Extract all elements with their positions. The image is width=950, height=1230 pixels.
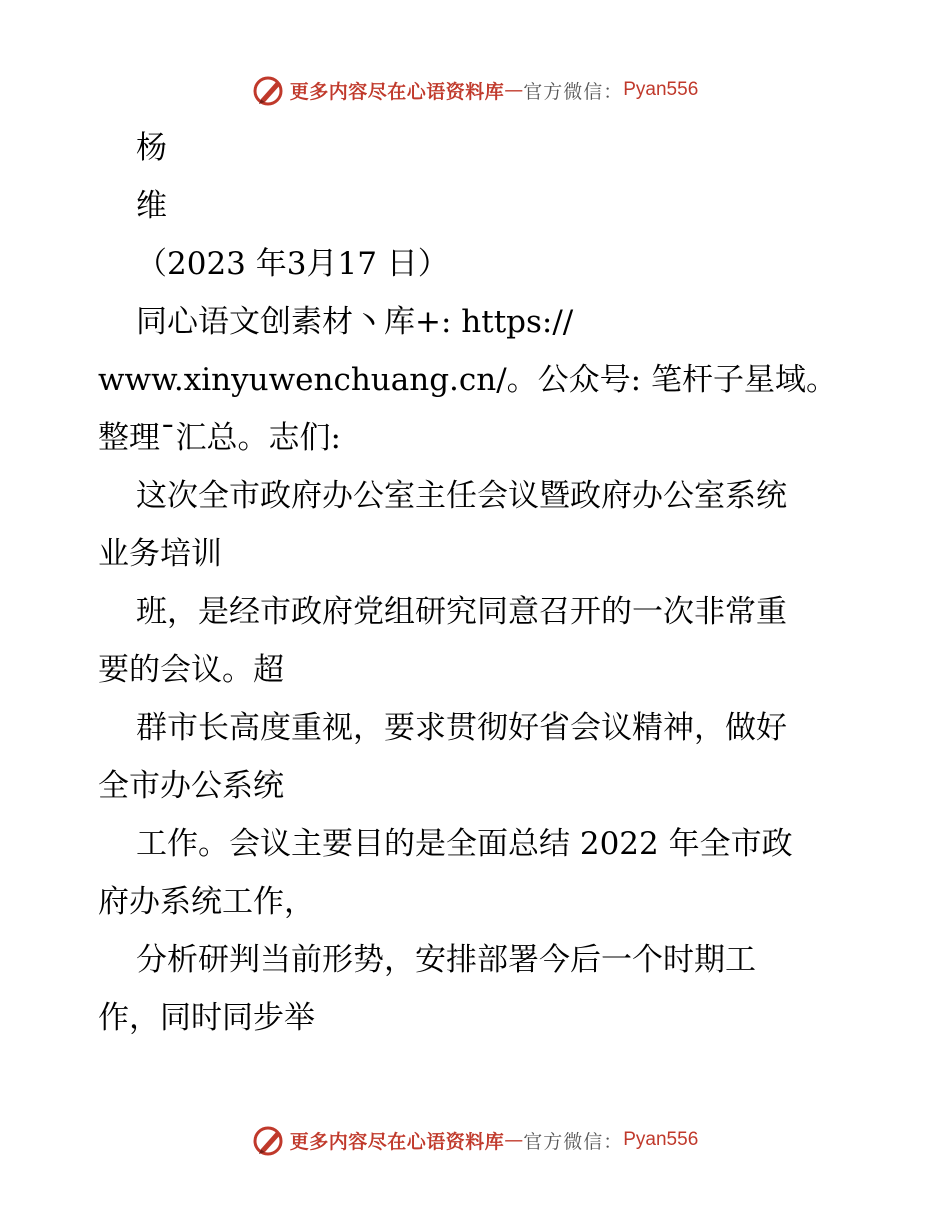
banner-main-text: 更多内容尽在心语资料库	[289, 80, 505, 103]
text-line: www.xinyuwenchuang.cn/。公众号: 笔杆子星域。	[98, 362, 837, 398]
text-line: 班，是经市政府党组研究同意召开的一次非常重	[136, 594, 787, 630]
text-line: 这次全市政府办公室主任会议暨政府办公室系统	[136, 478, 787, 514]
text-line: 府办系统工作，	[98, 884, 315, 920]
banner-wechat-label: 官方微信：	[523, 1130, 624, 1153]
footer-watermark	[0, 1120, 950, 1160]
text-line: 要的会议。超	[98, 652, 284, 688]
header-watermark	[0, 70, 950, 110]
text-line: 同心语文创素材丶库+: https://	[136, 304, 574, 340]
text-line: 作，同时同步举	[98, 1000, 315, 1036]
banner-dash: —	[504, 79, 524, 101]
text-line: 群市长高度重视，要求贯彻好省会议精神，做好	[136, 710, 787, 746]
text-line: 杨	[136, 130, 167, 166]
document-body	[98, 119, 858, 1047]
text-line: 整理¯汇总。志们:	[98, 420, 341, 456]
text-line: （2023 年3月17 日）	[136, 246, 449, 282]
text-line: 工作。会议主要目的是全面总结 2022 年全市政	[136, 826, 793, 862]
banner-dash: —	[504, 1129, 524, 1151]
text-line: 业务培训	[98, 536, 222, 572]
text-line: 全市办公系统	[98, 768, 284, 804]
pen-logo-icon	[252, 1123, 286, 1157]
text-line: 维	[136, 188, 167, 224]
banner-wechat-label: 官方微信：	[523, 80, 624, 103]
pen-logo-icon	[252, 73, 286, 107]
banner-wechat-id: Pyan556	[623, 79, 699, 100]
banner-wechat-id: Pyan556	[623, 1129, 699, 1150]
banner-main-text: 更多内容尽在心语资料库	[289, 1130, 505, 1153]
text-line: 分析研判当前形势，安排部署今后一个时期工	[136, 942, 756, 978]
